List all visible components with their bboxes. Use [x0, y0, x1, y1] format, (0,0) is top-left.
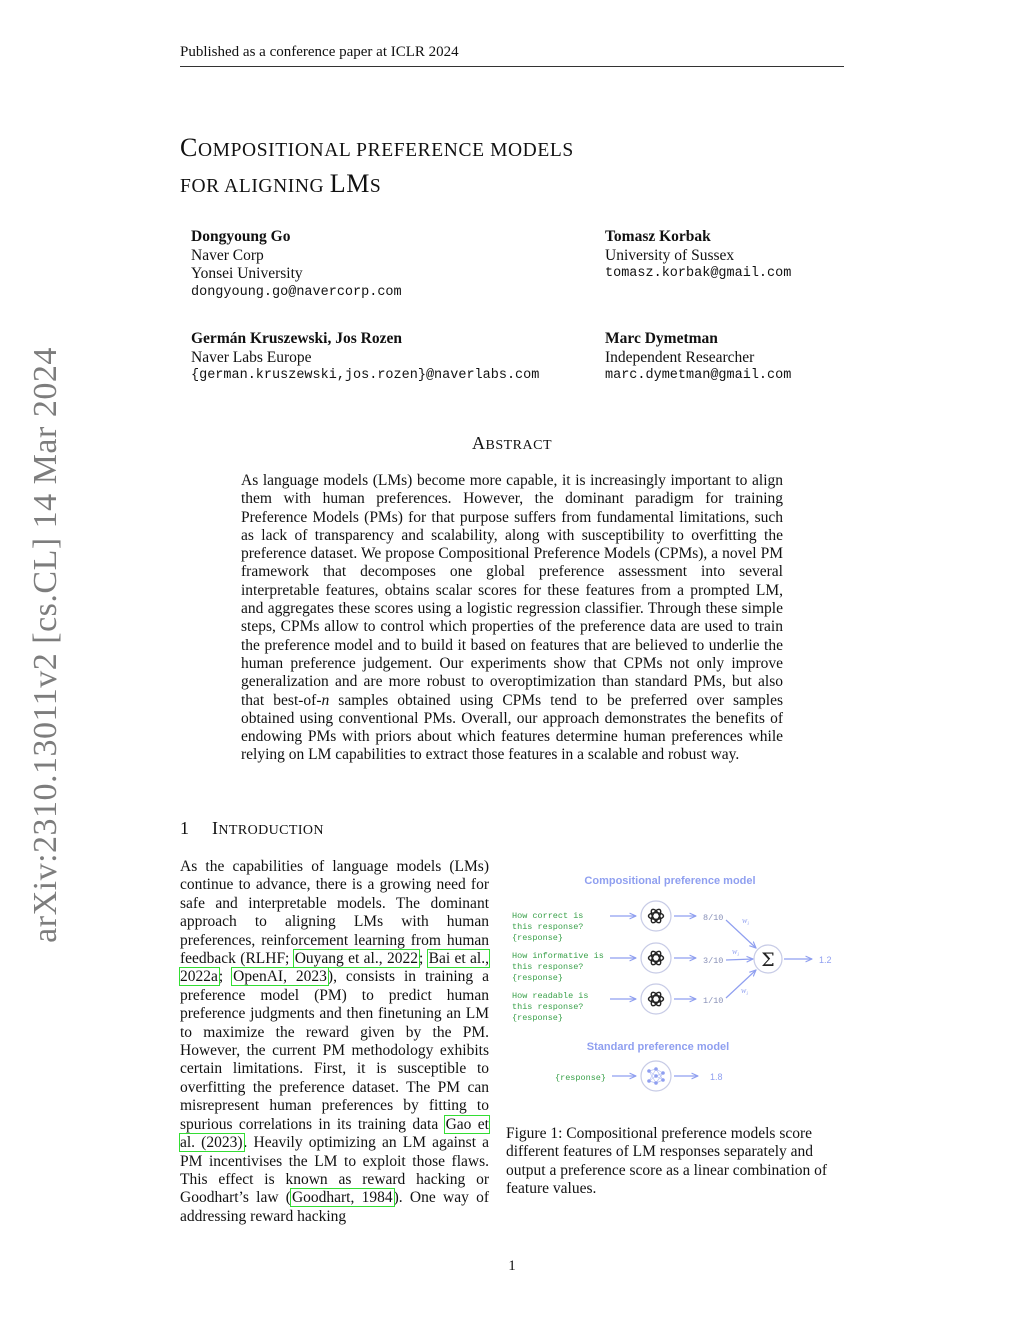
feature-score: 8/10 [703, 913, 724, 923]
section-heading-introduction [180, 818, 324, 839]
weight-label: $w_i$ [742, 916, 749, 927]
abstract-math-n: n [321, 691, 330, 709]
citation-link[interactable]: Goodhart, 1984 [291, 1189, 393, 1207]
citation-link[interactable]: Gao et al. (2023) [180, 1115, 489, 1152]
intro-text: As the capabilities of language models (LMs) continue to advance, there is a growing need for safe and interpretable models. The dominant approach to aligning LMs with human preferences, reinforcement learning from human feedback (RLHF; [180, 858, 489, 968]
feature-row-informativeness [512, 943, 723, 983]
feature-row-readability [512, 984, 723, 1023]
intro-text: ). One way of addressing reward hacking [180, 1189, 489, 1225]
neural-network-icon [641, 1061, 671, 1091]
author-name: Marc Dymetman [605, 330, 718, 347]
introduction-paragraph [180, 858, 489, 1226]
intro-text: ), consists in training a preference model (PM) to predict human preference judgments and then finetuning an LM to maximize the reward given by the PM. However, the current PM methodology exhibits certain limitations. First, it is susceptible to overfitting the preference dataset. The PM can misrepresent human preferences by fitting to spurious correlations in its training data [180, 968, 489, 1133]
section-title-rest: NTRODUCTION [218, 823, 324, 838]
author-block-kruszewski-rozen [191, 330, 539, 386]
citation-link[interactable]: Bai et al., 2022a [180, 950, 489, 986]
feature-question: How correct is this response? {response} [512, 911, 584, 943]
sum-icon: Σ [761, 949, 775, 971]
running-header: Published as a conference paper at ICLR 2024 [180, 44, 459, 60]
spm-input: {response} [555, 1073, 607, 1083]
header-rule [180, 66, 844, 67]
author-affiliation: University of Sussex [605, 246, 735, 264]
standard-pm-row [555, 1061, 723, 1091]
author-email[interactable]: dongyoung.go@navercorp.com [191, 284, 402, 300]
llm-icon [641, 984, 671, 1014]
intro-text: ; [418, 950, 428, 968]
cpm-output-score: 1.2 [819, 955, 832, 965]
abstract-heading [0, 433, 1024, 454]
spm-title: Standard preference model [586, 1041, 730, 1053]
llm-icon [641, 943, 671, 973]
author-name: Tomasz Korbak [605, 228, 711, 245]
section-title-initial: I [212, 818, 219, 838]
feature-question: How readable is this response? {response} [512, 991, 589, 1023]
author-affiliation: Naver Labs Europe [191, 348, 312, 366]
title-tail: S [369, 176, 382, 197]
abstract-heading-initial: A [471, 433, 486, 453]
weight-edges [726, 916, 756, 998]
feature-question: How informative is this response? {response} [512, 951, 604, 983]
author-block-go [191, 228, 402, 302]
author-affiliation: Yonsei University [191, 265, 303, 282]
title-lm: LM [329, 169, 370, 198]
figure-caption: Figure 1: Compositional preference models score different features of LM responses separately and output a preference score as a linear combination of feature values. [506, 1125, 828, 1198]
abstract-text: samples obtained using CPMs tend to be preferred over samples obtained using conventional PMs. Overall, our approach demonstrates the benefits of endowing PMs with priors about which features determine human preferences while relying on LM capabilities to extract those features in a scalable and robust way. [241, 691, 783, 764]
llm-icon [641, 901, 671, 931]
abstract-heading-rest: BSTRACT [485, 438, 552, 453]
feature-score: 3/10 [703, 956, 724, 966]
section-number: 1 [180, 818, 190, 838]
sum-node [754, 945, 782, 973]
weight-label: $w_i$ [732, 947, 739, 958]
author-affiliation: Independent Researcher [605, 348, 755, 366]
intro-text: . Heavily optimizing an LM against a PM incentivises the LM to exploit those flaws. This effect is known as reward hacking or Goodhart’s law ( [180, 1134, 490, 1207]
author-affiliation: Naver Corp [191, 246, 264, 264]
paper-title [180, 131, 574, 203]
citation-link[interactable]: OpenAI, 2023 [233, 968, 327, 986]
abstract-body [241, 472, 783, 765]
author-email[interactable]: tomasz.korbak@gmail.com [605, 266, 792, 281]
author-email[interactable]: {german.kruszewski,jos.rozen}@naverlabs.com [191, 368, 540, 383]
cpm-title: Compositional preference model [584, 875, 756, 887]
title-initial: C [180, 133, 198, 162]
intro-text: ; [218, 968, 233, 986]
author-block-korbak [605, 228, 791, 284]
author-name: Germán Kruszewski, Jos Rozen [191, 330, 402, 347]
title-line1: OMPOSITIONAL PREFERENCE MODELS [197, 140, 574, 161]
spm-output-score: 1.8 [710, 1072, 723, 1082]
citation-link[interactable]: Ouyang et al., 2022 [294, 950, 418, 968]
feature-row-correctness [512, 901, 723, 943]
author-name: Dongyoung Go [191, 228, 291, 245]
figure-cpm-diagram [500, 860, 844, 1100]
title-line2: FOR ALIGNING [180, 176, 330, 197]
author-block-dymetman [605, 330, 791, 386]
abstract-text: As language models (LMs) become more capable, it is increasingly important to align them with human preferences. However, the dominant paradigm for training Preference Models (PMs) for that purpose suffers from fundamental limitations, such as lack of transparency and scalability, along with susceptibility to overfitting the preference dataset. We propose Compositional Preference Models (CPMs), a novel PM framework that decomposes one global preference assessment into several interpretable features, obtains scalar scores for these features from a prompted LM, and aggregates these scores using a logistic regression classifier. Through these simple steps, CPMs allow to control which properties of the preference data are used to train the preference model and to build it based on features that are believed to underlie the human preference judgement. Our experiments show that CPMs not only improve generalization and are more robust to overoptimization than standard PMs, but also that best-of- [241, 472, 783, 709]
page-number: 1 [508, 1258, 516, 1274]
arxiv-stamp-text: arXiv:2310.13011v2 [cs.CL] 14 Mar 2024 [27, 347, 64, 943]
author-email[interactable]: marc.dymetman@gmail.com [605, 368, 792, 383]
feature-score: 1/10 [703, 996, 724, 1006]
weight-label: $w_i$ [741, 986, 748, 997]
